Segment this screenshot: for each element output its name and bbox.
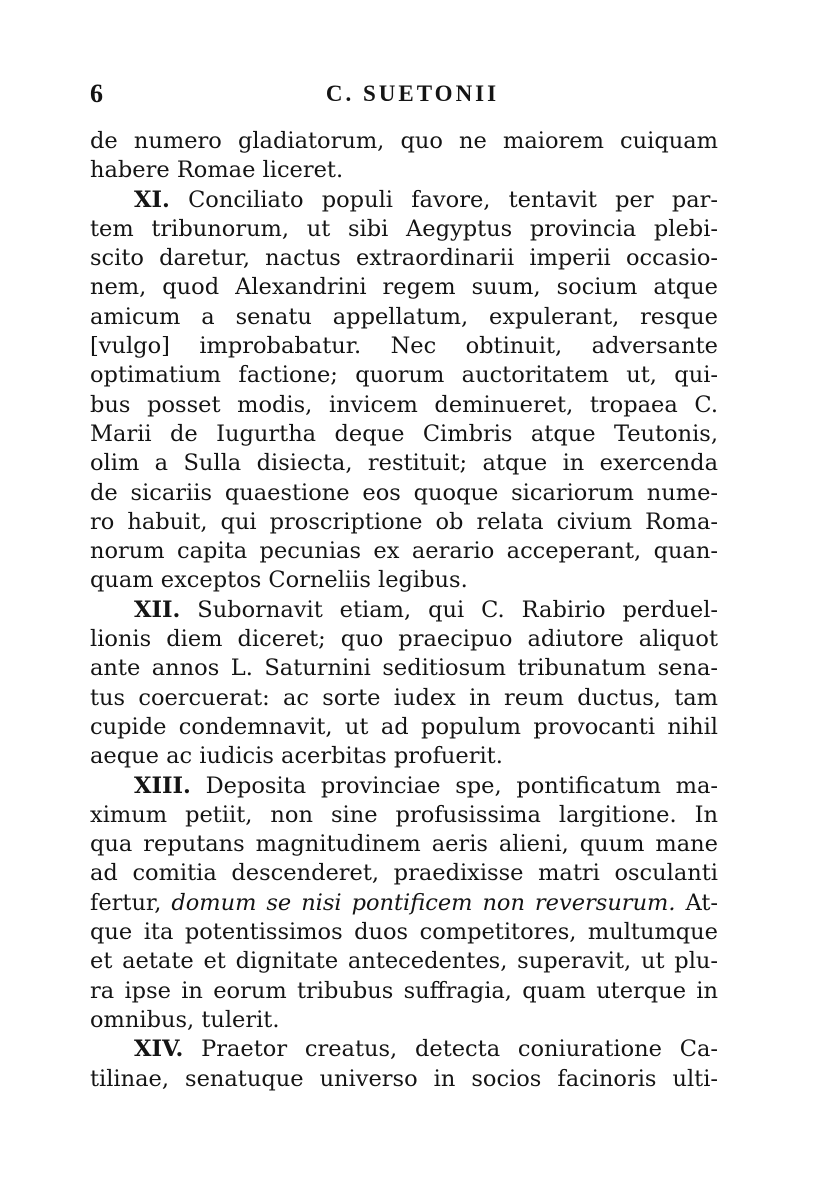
page-number: 6	[90, 79, 103, 108]
text-line	[90, 186, 718, 215]
text-line: cupide condemnavit, ut ad populum provocanti nihil	[90, 713, 718, 740]
text-line: bus posset modis, invicem deminueret, tropaea C.	[90, 391, 718, 418]
text-line-content: Subornavit etiam, qui C. Rabirio perduel-	[197, 596, 718, 623]
text-line: ro habuit, qui proscriptione ob relata civium Roma-	[90, 508, 718, 535]
text-line: qua reputans magnitudinem aeris alieni, quum mane	[90, 831, 718, 858]
text-line	[90, 772, 718, 801]
text-line: scito daretur, nactus extraordinarii imperii occasio-	[90, 245, 718, 272]
text-line: ad comitia descenderet, praedixisse matri osculanti	[90, 860, 718, 887]
text-line: tus coercuerat: ac sorte iudex in reum ductus, tam	[90, 684, 718, 711]
text-line: [vulgo] improbabatur. Nec obtinuit, adversante	[90, 333, 718, 360]
text-line-end: At-	[685, 889, 718, 916]
text-line: que ita potentissimos duos competitores, multumque	[90, 919, 718, 946]
text-line: norum capita pecunias ex aerario acceperant, quan-	[90, 538, 718, 565]
text-line: de numero gladiatorum, quo ne maiorem cuiquam	[90, 128, 718, 154]
section-number-xiv: XIV.	[134, 1036, 184, 1063]
text-line: quam exceptos Corneliis legibus.	[90, 567, 468, 594]
text-line	[90, 889, 718, 918]
text-line: lionis diem diceret; quo praecipuo adiutore aliquot	[90, 626, 718, 653]
text-line: et aetate et dignitate antecedentes, superavit, ut plu-	[90, 948, 718, 975]
text-line: de sicariis quaestione eos quoque sicariorum nume-	[90, 479, 718, 506]
section-number-xii: XII.	[134, 596, 181, 623]
text-line	[90, 596, 718, 625]
section-number-xiii: XIII.	[134, 772, 191, 799]
running-head	[90, 74, 735, 114]
section-number-xi: XI.	[134, 186, 170, 213]
text-line: ximum petiit, non sine profusissima largitione. In	[90, 801, 718, 828]
text-line: ra ipse in eorum tribubus suffragia, quam uterque in	[90, 977, 718, 1004]
text-line: tilinae, senatuque universo in socios facinoris ulti-	[90, 1065, 718, 1092]
text-line: olim a Sulla disiecta, restituit; atque in exercenda	[90, 450, 718, 477]
text-line: aeque ac iudicis acerbitas profuerit.	[90, 743, 503, 770]
text-line: nem, quod Alexandrini regem suum, socium atque	[90, 274, 718, 301]
text-line: habere Romae liceret.	[90, 157, 344, 184]
text-line-content: Conciliato populi favore, tentavit per par-	[188, 186, 718, 213]
italic-quotation: domum se nisi pontificem non reversurum.	[171, 889, 676, 916]
text-line-content: Deposita provinciae spe, pontificatum ma-	[205, 772, 718, 799]
text-line: omnibus, tulerit.	[90, 1006, 280, 1033]
text-line: tem tribunorum, ut sibi Aegyptus provincia plebi-	[90, 215, 718, 242]
text-line: amicum a senatu appellatum, expulerant, resque	[90, 303, 718, 330]
text-line-start: fertur,	[90, 889, 162, 916]
running-title: C. SUETONII	[325, 81, 500, 106]
text-line-content: Praetor creatus, detecta coniuratione Ca-	[201, 1036, 718, 1063]
text-line: optimatium factione; quorum auctoritatem ut, qui-	[90, 362, 718, 389]
body-text	[90, 127, 718, 1094]
text-line: Marii de Iugurtha deque Cimbris atque Teutonis,	[90, 420, 718, 447]
text-line: ante annos L. Saturnini seditiosum tribunatum sena-	[90, 655, 718, 682]
text-line	[90, 1035, 718, 1064]
